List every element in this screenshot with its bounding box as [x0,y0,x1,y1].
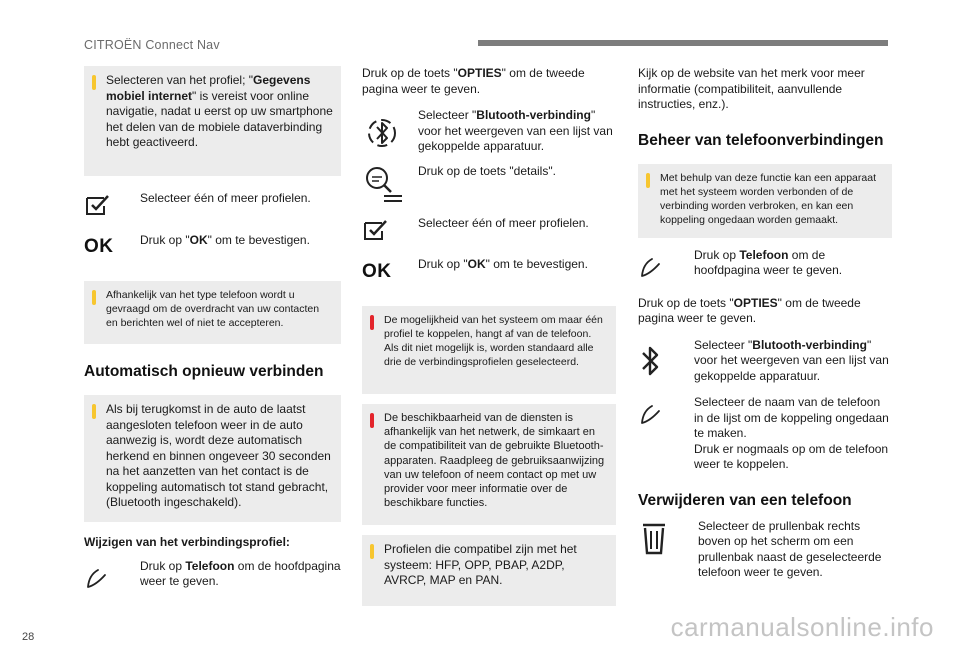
ok-label: OK [362,261,392,282]
step-text: Selecteer de naam van de telefoon in de lijst om de koppeling ongedaan te maken. Druk er nogmaals op om de telefoon weer te koppelen. [694,395,889,471]
bold-text: OK [189,233,208,247]
step-phone [84,559,341,599]
text: " om te bevestigen. [207,233,310,247]
column-1 [84,66,341,599]
note-text: Met behulp van deze functie kan een apparaat met het systeem worden verbonden of de verbinding worden verbroken, en kan een koppeling ongedaan worden gemaakt. [660,171,876,226]
step-bluetooth [638,338,892,385]
bold-text: OPTIES [457,66,502,80]
section-heading-delete: Verwijderen van een telefoon [638,491,852,509]
note-text [106,73,333,151]
info-marker [92,404,96,419]
text: " voor het weergeven van een lijst van gekoppelde apparatuur. [418,108,613,153]
text: Druk op de toets " [638,295,734,310]
checkbox-check-icon [84,185,140,225]
watermark: carmanualsonline.info [670,612,934,642]
ok-icon [84,227,140,267]
section-heading-manage: Beheer van telefoonverbindingen [638,131,884,149]
step-text: Selecteer één of meer profielen. [140,191,311,205]
trash-icon [638,519,698,559]
text: Druk op " [418,257,468,271]
text: Selecteer " [694,337,753,352]
info-marker [646,173,650,188]
step-select-profiles [84,185,341,225]
info-marker [92,290,96,305]
checkbox-check-icon [362,210,418,250]
section-heading-reconnect: Automatisch opnieuw verbinden [84,363,324,380]
text: " om de tweede pagina weer te geven. [362,66,585,96]
step-text [694,248,892,279]
text: Druk op [694,247,740,262]
text: Selecteer " [418,108,477,122]
text: " voor het weergeven van een lijst van gekoppelde apparatuur. [694,337,889,383]
warning-marker [370,413,374,428]
bold-text: OPTIES [733,295,778,310]
step-text [418,108,616,155]
phone-handset-icon [638,248,694,288]
bold-text: Gegevens mobiel internet [106,73,311,103]
step-text: Selecteer de prullenbak rechts boven op het scherm om een prullenbak naast de geselecteerde telefoon weer te geven. [698,518,882,579]
note-text: Profielen die compatibel zijn met het systeem: HFP, OPP, PBAP, A2DP, AVRCP, MAP en PAN. [384,542,577,587]
note-text: De mogelijkheid van het systeem om maar één profiel te koppelen, hangt af van de telefoon. Als dit niet mogelijk is, worden standaard alle drie de verbindingsprofielen geselecteerd. [384,314,603,368]
bold-text: Blutooth-verbinding [476,108,591,122]
bold-text: Blutooth-verbinding [752,337,867,352]
warning-note-availability [362,404,616,525]
step-text [694,338,892,385]
note-text: Afhankelijk van het type telefoon wordt u gevraagd om de overdracht van uw contacten en berichten wel of niet te accepteren. [106,289,320,329]
step-confirm-ok [84,227,341,267]
ok-label: OK [84,236,114,257]
step-confirm-ok [362,252,616,292]
note-text: De beschikbaarheid van de diensten is afhankelijk van het netwerk, de simkaart en de compatibiliteit van de gebruikte Bluetooth-apparaten. Raadpleeg de gebruiksaanwijzing van uw telefoon of neem contact op met uw provider voor meer informatie over de beschikbare functies. [384,412,605,510]
info-note-reconnect [84,395,341,522]
text: Druk op de toets " [362,66,458,80]
text: Druk op " [140,233,190,247]
intro-options [362,66,616,97]
step-phone [638,248,892,288]
subheading-modify-profile: Wijzigen van het verbindingsprofiel: [84,535,290,549]
bluetooth-icon [638,338,694,384]
magnifier-details-icon [362,162,418,208]
note-text: Als bij terugkomst in de auto de laatst aangesloten telefoon weer in de auto aanwezig is, wordt deze automatisch herkend en binnen ongeveer 30 seconden na het aanzetten van het contact is de koppeling automatisch tot stand gebracht, (Bluetooth ingeschakeld). [106,402,331,509]
warning-note-profile [362,306,616,394]
info-note-contacts [84,281,341,344]
phone-handset-icon [84,559,140,599]
step-select-profiles [362,210,616,250]
text: Druk op [140,558,186,573]
step-text [418,252,616,273]
phone-handset-icon [638,395,694,435]
column-3 [638,66,892,581]
text: om de hoofdpagina weer te geven. [694,247,843,277]
text: " om de tweede pagina weer te geven. [638,295,861,325]
text: " om te bevestigen. [485,257,588,271]
bold-text: Telefoon [739,247,789,262]
bold-text: Telefoon [185,558,235,573]
bluetooth-search-icon [362,108,418,158]
step-text [140,227,341,249]
intro-website: Kijk op de website van het merk voor meer informatie (compatibiliteit, aanvullende instructies, enz.). [638,66,865,111]
info-marker [370,544,374,559]
page-number: 28 [22,631,35,643]
header-title: CITROËN Connect Nav [84,38,220,52]
step-bluetooth [362,108,616,158]
bold-text: OK [467,257,486,271]
text: om de hoofdpagina weer te geven. [140,558,341,588]
info-marker [92,75,96,90]
info-note-manage [638,164,892,238]
info-note-profiles [362,535,616,606]
options-text [638,296,892,327]
header-bar [478,40,888,46]
step-details [362,162,616,208]
step-text [140,559,341,590]
step-text: Druk op de toets "details". [418,164,556,178]
info-note-mobile-data [84,66,341,176]
warning-marker [370,315,374,330]
step-text: Selecteer één of meer profielen. [418,216,589,230]
step-trash [638,519,892,581]
text: Selecteren van het profiel; " [106,73,254,87]
ok-icon [362,252,418,292]
step-select-phone-name [638,395,892,473]
text: " is vereist voor online navigatie, nadat u eerst op uw smartphone het delen van de mobiele dataverbinding hebt geactiveerd. [106,88,333,149]
column-2 [362,66,616,606]
